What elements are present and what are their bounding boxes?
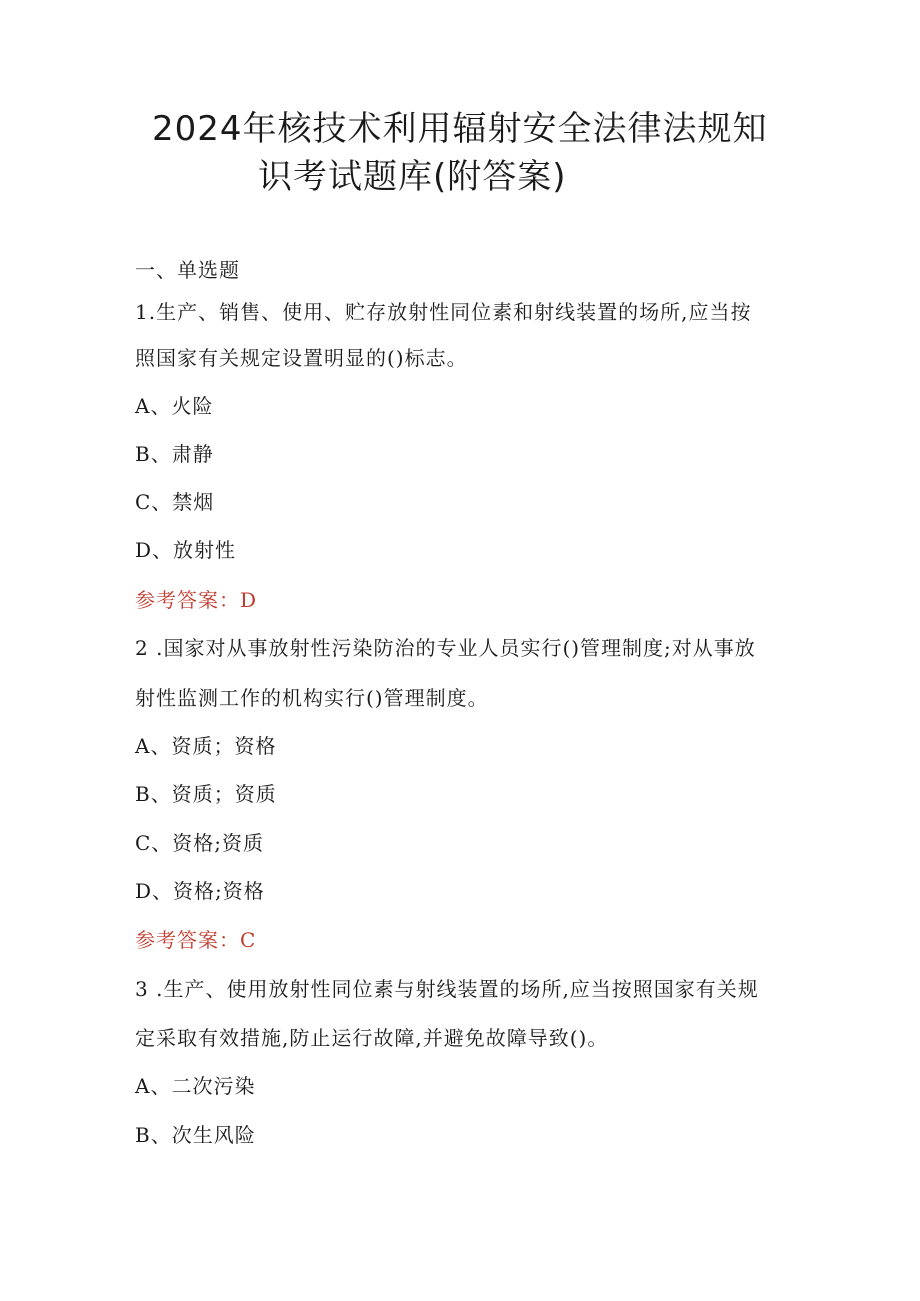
question-2-option-b: B、资质；资质 [135, 782, 277, 806]
question-1-stem-line-2: 照国家有关规定设置明显的()标志。 [135, 346, 468, 370]
question-1-option-b: B、肃静 [135, 442, 214, 466]
question-2-stem-line-2: 射性监测工作的机构实行()管理制度。 [135, 686, 489, 710]
question-1-answer: 参考答案：D [135, 588, 258, 612]
question-2-answer: 参考答案：C [135, 928, 257, 952]
question-1-stem-line-1: 1.生产、销售、使用、贮存放射性同位素和射线装置的场所,应当按 [135, 300, 752, 324]
question-3-stem-line-1: 3 .生产、使用放射性同位素与射线装置的场所,应当按照国家有关规 [135, 977, 759, 1001]
document-title-line-1: 2024年核技术利用辐射安全法律法规知 [152, 109, 768, 149]
question-3-option-b: B、次生风险 [135, 1123, 256, 1147]
question-3-option-a: A、二次污染 [135, 1074, 256, 1098]
question-1-option-d: D、放射性 [135, 538, 237, 562]
question-1-option-a: A、火险 [135, 394, 214, 418]
document-title-line-2: 识考试题库(附答案) [258, 157, 567, 197]
question-2-option-c: C、资格;资质 [135, 831, 265, 855]
question-1-option-c: C、禁烟 [135, 490, 215, 514]
question-3-stem-line-2: 定采取有效措施,防止运行故障,并避免故障导致()。 [135, 1026, 609, 1050]
question-2-stem-line-1: 2 .国家对从事放射性污染防治的专业人员实行()管理制度;对从事放 [135, 636, 756, 660]
question-2-option-a: A、资质；资格 [135, 734, 277, 758]
section-heading: 一、单选题 [135, 258, 240, 282]
question-2-option-d: D、资格;资格 [135, 879, 265, 903]
